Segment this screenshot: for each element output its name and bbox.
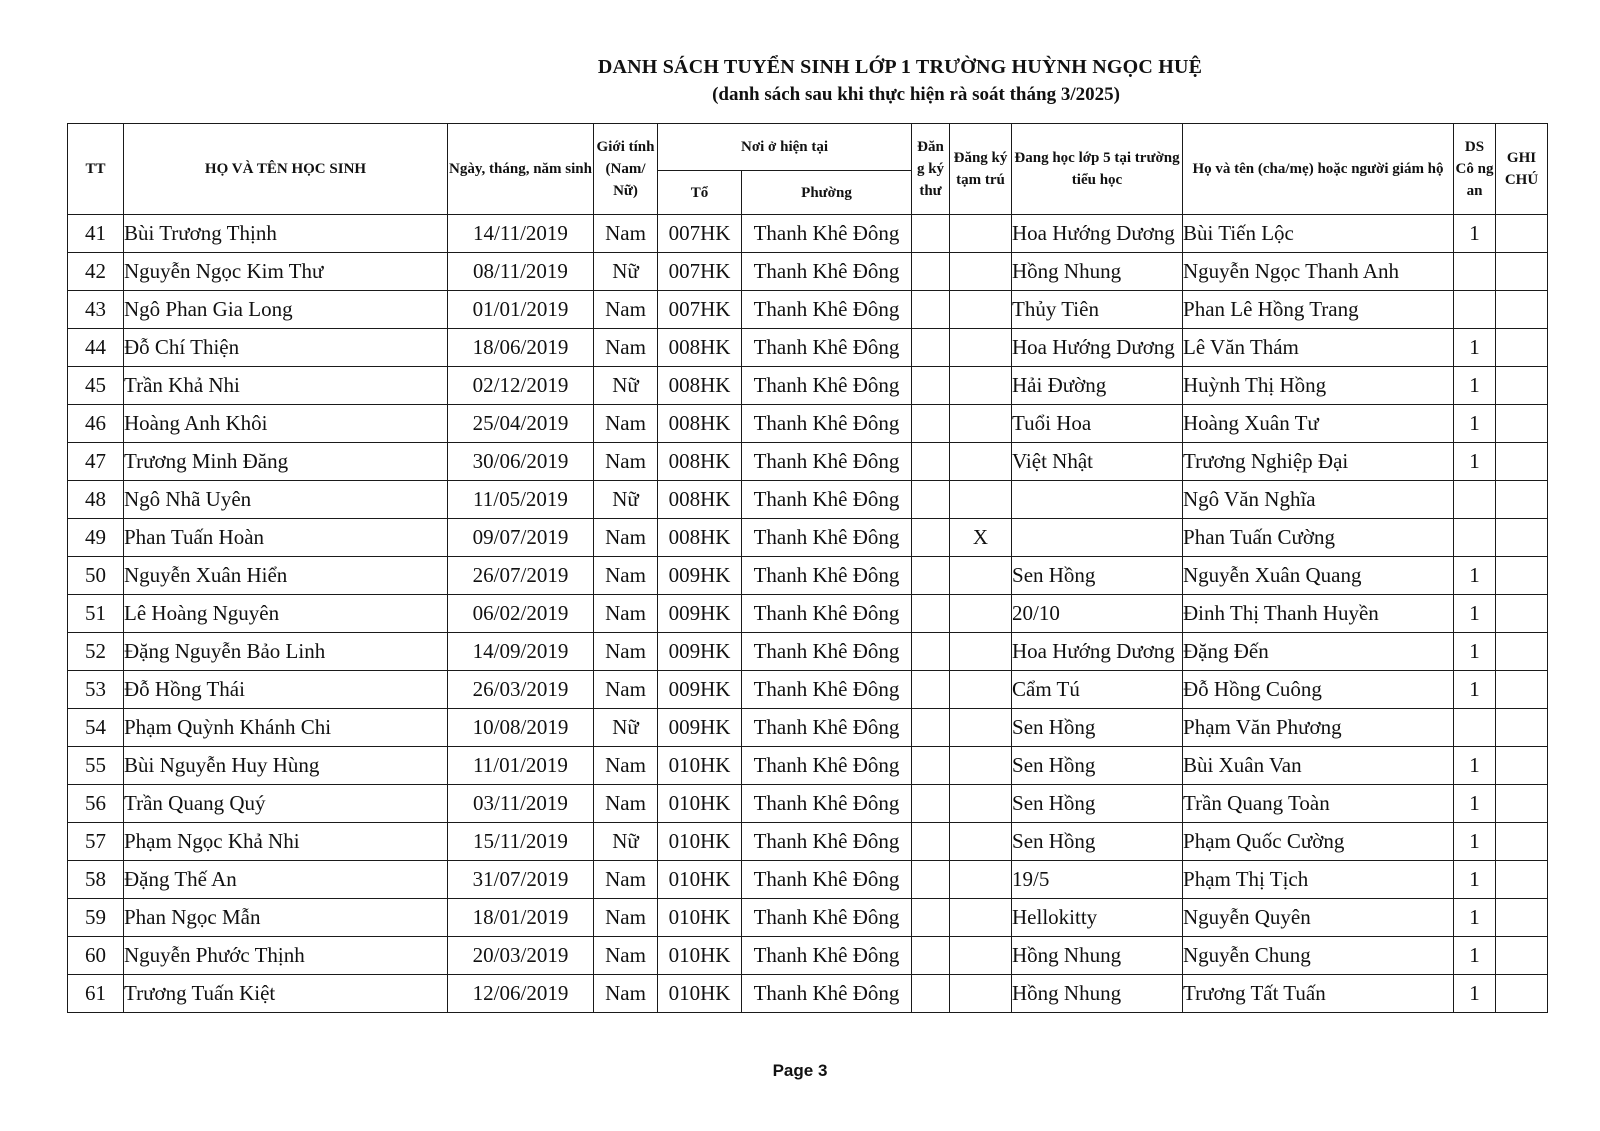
cell-to: 010HK — [658, 823, 742, 861]
cell-ward: Thanh Khê Đông — [742, 633, 912, 671]
cell-to: 009HK — [658, 595, 742, 633]
cell-student-name: Lê Hoàng Nguyên — [124, 595, 448, 633]
cell-tt: 50 — [68, 557, 124, 595]
cell-parent-guardian: Bùi Xuân Van — [1183, 747, 1454, 785]
cell-date-of-birth: 25/04/2019 — [448, 405, 594, 443]
cell-registered-residence — [912, 405, 950, 443]
table-row — [68, 253, 1548, 291]
cell-parent-guardian: Phạm Quốc Cường — [1183, 823, 1454, 861]
cell-date-of-birth: 31/07/2019 — [448, 861, 594, 899]
cell-temporary-residence — [950, 937, 1012, 975]
cell-current-school — [1012, 481, 1183, 519]
cell-to: 009HK — [658, 709, 742, 747]
cell-current-school: Sen Hồng — [1012, 557, 1183, 595]
cell-to: 010HK — [658, 937, 742, 975]
cell-temporary-residence — [950, 329, 1012, 367]
cell-current-school: Hồng Nhung — [1012, 253, 1183, 291]
cell-date-of-birth: 12/06/2019 — [448, 975, 594, 1013]
cell-ward: Thanh Khê Đông — [742, 405, 912, 443]
cell-registered-residence — [912, 443, 950, 481]
cell-parent-guardian: Trương Nghiệp Đại — [1183, 443, 1454, 481]
cell-police-list: 1 — [1454, 633, 1496, 671]
cell-date-of-birth: 02/12/2019 — [448, 367, 594, 405]
cell-registered-residence — [912, 785, 950, 823]
cell-gender: Nam — [594, 975, 658, 1013]
cell-date-of-birth: 01/01/2019 — [448, 291, 594, 329]
cell-ward: Thanh Khê Đông — [742, 519, 912, 557]
cell-temporary-residence — [950, 557, 1012, 595]
cell-gender: Nam — [594, 329, 658, 367]
cell-student-name: Đỗ Chí Thiện — [124, 329, 448, 367]
cell-police-list — [1454, 709, 1496, 747]
cell-police-list — [1454, 481, 1496, 519]
cell-temporary-residence — [950, 709, 1012, 747]
cell-current-school: Hồng Nhung — [1012, 975, 1183, 1013]
cell-ward: Thanh Khê Đông — [742, 861, 912, 899]
cell-temporary-residence — [950, 215, 1012, 253]
cell-note — [1496, 481, 1548, 519]
cell-ward: Thanh Khê Đông — [742, 747, 912, 785]
cell-registered-residence — [912, 519, 950, 557]
table-row — [68, 861, 1548, 899]
table-row — [68, 443, 1548, 481]
cell-to: 009HK — [658, 557, 742, 595]
cell-gender: Nam — [594, 405, 658, 443]
cell-to: 008HK — [658, 329, 742, 367]
cell-registered-residence — [912, 709, 950, 747]
cell-gender: Nam — [594, 443, 658, 481]
cell-student-name: Hoàng Anh Khôi — [124, 405, 448, 443]
cell-student-name: Phạm Ngọc Khả Nhi — [124, 823, 448, 861]
cell-date-of-birth: 14/09/2019 — [448, 633, 594, 671]
header-current-school: Đang học lớp 5 tại trường tiểu học — [1012, 124, 1183, 215]
cell-date-of-birth: 06/02/2019 — [448, 595, 594, 633]
cell-parent-guardian: Hoàng Xuân Tư — [1183, 405, 1454, 443]
table-row — [68, 709, 1548, 747]
cell-note — [1496, 595, 1548, 633]
cell-registered-residence — [912, 671, 950, 709]
cell-ward: Thanh Khê Đông — [742, 367, 912, 405]
cell-to: 010HK — [658, 899, 742, 937]
cell-date-of-birth: 11/05/2019 — [448, 481, 594, 519]
cell-note — [1496, 443, 1548, 481]
cell-temporary-residence — [950, 291, 1012, 329]
cell-current-school — [1012, 519, 1183, 557]
cell-parent-guardian: Đinh Thị Thanh Huyền — [1183, 595, 1454, 633]
cell-gender: Nam — [594, 671, 658, 709]
table-row — [68, 671, 1548, 709]
cell-current-school: Hoa Hướng Dương — [1012, 329, 1183, 367]
cell-ward: Thanh Khê Đông — [742, 975, 912, 1013]
cell-note — [1496, 367, 1548, 405]
cell-tt: 56 — [68, 785, 124, 823]
cell-police-list: 1 — [1454, 861, 1496, 899]
cell-note — [1496, 823, 1548, 861]
cell-to: 008HK — [658, 367, 742, 405]
cell-note — [1496, 557, 1548, 595]
cell-parent-guardian: Phan Tuấn Cường — [1183, 519, 1454, 557]
cell-tt: 43 — [68, 291, 124, 329]
cell-temporary-residence — [950, 443, 1012, 481]
cell-to: 009HK — [658, 671, 742, 709]
cell-police-list: 1 — [1454, 785, 1496, 823]
document-title: DANH SÁCH TUYỂN SINH LỚP 1 TRƯỜNG HUỲNH NGỌC HUỆ — [597, 56, 1203, 78]
cell-gender: Nam — [594, 747, 658, 785]
page-number: Page 3 — [772, 1061, 828, 1080]
cell-to: 010HK — [658, 861, 742, 899]
cell-current-school: Cẩm Tú — [1012, 671, 1183, 709]
cell-gender: Nữ — [594, 709, 658, 747]
cell-note — [1496, 785, 1548, 823]
cell-police-list — [1454, 253, 1496, 291]
cell-student-name: Phan Ngọc Mẫn — [124, 899, 448, 937]
table-row — [68, 595, 1548, 633]
cell-student-name: Ngô Phan Gia Long — [124, 291, 448, 329]
cell-date-of-birth: 09/07/2019 — [448, 519, 594, 557]
cell-student-name: Nguyễn Ngọc Kim Thư — [124, 253, 448, 291]
cell-tt: 59 — [68, 899, 124, 937]
cell-registered-residence — [912, 823, 950, 861]
cell-temporary-residence — [950, 671, 1012, 709]
cell-temporary-residence — [950, 823, 1012, 861]
cell-parent-guardian: Bùi Tiến Lộc — [1183, 215, 1454, 253]
cell-student-name: Đặng Thế An — [124, 861, 448, 899]
cell-registered-residence — [912, 481, 950, 519]
header-tt: TT — [68, 124, 124, 215]
table-row — [68, 747, 1548, 785]
table-header — [68, 124, 1548, 215]
cell-registered-residence — [912, 633, 950, 671]
cell-police-list: 1 — [1454, 367, 1496, 405]
cell-temporary-residence — [950, 595, 1012, 633]
cell-note — [1496, 519, 1548, 557]
cell-note — [1496, 937, 1548, 975]
cell-registered-residence — [912, 291, 950, 329]
cell-parent-guardian: Phan Lê Hồng Trang — [1183, 291, 1454, 329]
table-row — [68, 975, 1548, 1013]
cell-date-of-birth: 20/03/2019 — [448, 937, 594, 975]
cell-registered-residence — [912, 975, 950, 1013]
cell-tt: 61 — [68, 975, 124, 1013]
cell-police-list: 1 — [1454, 823, 1496, 861]
cell-tt: 52 — [68, 633, 124, 671]
table-row — [68, 481, 1548, 519]
cell-registered-residence — [912, 747, 950, 785]
cell-parent-guardian: Nguyễn Quyên — [1183, 899, 1454, 937]
cell-student-name: Trần Quang Quý — [124, 785, 448, 823]
cell-note — [1496, 671, 1548, 709]
cell-tt: 41 — [68, 215, 124, 253]
cell-current-school: 20/10 — [1012, 595, 1183, 633]
cell-date-of-birth: 18/01/2019 — [448, 899, 594, 937]
cell-current-school: Hồng Nhung — [1012, 937, 1183, 975]
table-row — [68, 785, 1548, 823]
cell-gender: Nam — [594, 899, 658, 937]
cell-ward: Thanh Khê Đông — [742, 899, 912, 937]
table-row — [68, 899, 1548, 937]
header-note: GHI CHÚ — [1496, 124, 1548, 215]
cell-gender: Nam — [594, 785, 658, 823]
cell-ward: Thanh Khê Đông — [742, 481, 912, 519]
cell-student-name: Bùi Nguyễn Huy Hùng — [124, 747, 448, 785]
cell-gender: Nữ — [594, 253, 658, 291]
cell-parent-guardian: Phạm Thị Tịch — [1183, 861, 1454, 899]
cell-tt: 55 — [68, 747, 124, 785]
cell-temporary-residence — [950, 253, 1012, 291]
table-row — [68, 291, 1548, 329]
cell-police-list: 1 — [1454, 899, 1496, 937]
cell-current-school: Sen Hồng — [1012, 785, 1183, 823]
cell-gender: Nam — [594, 291, 658, 329]
cell-to: 008HK — [658, 519, 742, 557]
cell-parent-guardian: Huỳnh Thị Hồng — [1183, 367, 1454, 405]
cell-police-list: 1 — [1454, 215, 1496, 253]
cell-student-name: Nguyễn Phước Thịnh — [124, 937, 448, 975]
cell-to: 007HK — [658, 215, 742, 253]
cell-gender: Nam — [594, 215, 658, 253]
cell-ward: Thanh Khê Đông — [742, 291, 912, 329]
cell-parent-guardian: Nguyễn Xuân Quang — [1183, 557, 1454, 595]
cell-parent-guardian: Phạm Văn Phương — [1183, 709, 1454, 747]
cell-date-of-birth: 15/11/2019 — [448, 823, 594, 861]
cell-current-school: 19/5 — [1012, 861, 1183, 899]
cell-tt: 42 — [68, 253, 124, 291]
cell-note — [1496, 329, 1548, 367]
cell-ward: Thanh Khê Đông — [742, 443, 912, 481]
cell-tt: 45 — [68, 367, 124, 405]
cell-note — [1496, 405, 1548, 443]
cell-current-school: Hoa Hướng Dương — [1012, 215, 1183, 253]
table-row — [68, 557, 1548, 595]
table-row — [68, 367, 1548, 405]
cell-temporary-residence — [950, 975, 1012, 1013]
cell-date-of-birth: 14/11/2019 — [448, 215, 594, 253]
header-gender: Giới tính (Nam/ Nữ) — [594, 124, 658, 215]
cell-ward: Thanh Khê Đông — [742, 329, 912, 367]
cell-date-of-birth: 03/11/2019 — [448, 785, 594, 823]
cell-to: 010HK — [658, 747, 742, 785]
cell-current-school: Hải Đường — [1012, 367, 1183, 405]
cell-gender: Nữ — [594, 481, 658, 519]
header-ward: Phường — [742, 171, 912, 215]
cell-temporary-residence — [950, 861, 1012, 899]
cell-police-list: 1 — [1454, 329, 1496, 367]
cell-student-name: Đỗ Hồng Thái — [124, 671, 448, 709]
cell-student-name: Trần Khả Nhi — [124, 367, 448, 405]
cell-temporary-residence — [950, 633, 1012, 671]
cell-parent-guardian: Trương Tất Tuấn — [1183, 975, 1454, 1013]
cell-police-list: 1 — [1454, 937, 1496, 975]
cell-to: 010HK — [658, 785, 742, 823]
table-body — [68, 215, 1548, 1013]
cell-current-school: Tuổi Hoa — [1012, 405, 1183, 443]
cell-tt: 47 — [68, 443, 124, 481]
cell-tt: 51 — [68, 595, 124, 633]
cell-to: 010HK — [658, 975, 742, 1013]
cell-temporary-residence — [950, 747, 1012, 785]
cell-tt: 49 — [68, 519, 124, 557]
cell-student-name: Ngô Nhã Uyên — [124, 481, 448, 519]
cell-date-of-birth: 18/06/2019 — [448, 329, 594, 367]
cell-to: 007HK — [658, 291, 742, 329]
cell-police-list: 1 — [1454, 595, 1496, 633]
cell-date-of-birth: 26/03/2019 — [448, 671, 594, 709]
cell-parent-guardian: Nguyễn Chung — [1183, 937, 1454, 975]
cell-tt: 48 — [68, 481, 124, 519]
table-row — [68, 329, 1548, 367]
cell-tt: 53 — [68, 671, 124, 709]
cell-date-of-birth: 26/07/2019 — [448, 557, 594, 595]
cell-current-school: Sen Hồng — [1012, 709, 1183, 747]
cell-ward: Thanh Khê Đông — [742, 215, 912, 253]
cell-date-of-birth: 10/08/2019 — [448, 709, 594, 747]
cell-note — [1496, 633, 1548, 671]
cell-parent-guardian: Lê Văn Thám — [1183, 329, 1454, 367]
cell-registered-residence — [912, 367, 950, 405]
cell-note — [1496, 899, 1548, 937]
cell-tt: 46 — [68, 405, 124, 443]
cell-current-school: Sen Hồng — [1012, 747, 1183, 785]
cell-student-name: Phạm Quỳnh Khánh Chi — [124, 709, 448, 747]
cell-registered-residence — [912, 215, 950, 253]
cell-student-name: Đặng Nguyễn Bảo Linh — [124, 633, 448, 671]
header-registered-residence: Đăn g ký thư — [912, 124, 950, 215]
cell-parent-guardian: Ngô Văn Nghĩa — [1183, 481, 1454, 519]
cell-temporary-residence — [950, 899, 1012, 937]
header-date-of-birth: Ngày, tháng, năm sinh — [448, 124, 594, 215]
header-parent-guardian: Họ và tên (cha/mẹ) hoặc người giám hộ — [1183, 124, 1454, 215]
cell-temporary-residence: X — [950, 519, 1012, 557]
cell-ward: Thanh Khê Đông — [742, 937, 912, 975]
cell-ward: Thanh Khê Đông — [742, 709, 912, 747]
table-row — [68, 633, 1548, 671]
cell-registered-residence — [912, 329, 950, 367]
cell-student-name: Bùi Trương Thịnh — [124, 215, 448, 253]
cell-police-list: 1 — [1454, 975, 1496, 1013]
cell-date-of-birth: 11/01/2019 — [448, 747, 594, 785]
cell-registered-residence — [912, 861, 950, 899]
cell-registered-residence — [912, 253, 950, 291]
cell-ward: Thanh Khê Đông — [742, 557, 912, 595]
cell-note — [1496, 291, 1548, 329]
cell-student-name: Phan Tuấn Hoàn — [124, 519, 448, 557]
header-current-residence: Nơi ở hiện tại — [658, 124, 912, 171]
cell-police-list: 1 — [1454, 557, 1496, 595]
enrollment-table — [67, 123, 1548, 1013]
table-row — [68, 519, 1548, 557]
cell-to: 008HK — [658, 481, 742, 519]
cell-temporary-residence — [950, 367, 1012, 405]
cell-registered-residence — [912, 937, 950, 975]
header-temporary-residence: Đăng ký tạm trú — [950, 124, 1012, 215]
header-police-list: DS Cô ng an — [1454, 124, 1496, 215]
cell-gender: Nam — [594, 519, 658, 557]
cell-police-list — [1454, 519, 1496, 557]
cell-date-of-birth: 08/11/2019 — [448, 253, 594, 291]
cell-police-list: 1 — [1454, 443, 1496, 481]
cell-note — [1496, 709, 1548, 747]
cell-to: 007HK — [658, 253, 742, 291]
cell-ward: Thanh Khê Đông — [742, 671, 912, 709]
cell-temporary-residence — [950, 785, 1012, 823]
cell-temporary-residence — [950, 481, 1012, 519]
cell-to: 009HK — [658, 633, 742, 671]
cell-registered-residence — [912, 899, 950, 937]
cell-ward: Thanh Khê Đông — [742, 253, 912, 291]
cell-gender: Nữ — [594, 823, 658, 861]
cell-note — [1496, 747, 1548, 785]
table-row — [68, 215, 1548, 253]
cell-police-list — [1454, 291, 1496, 329]
cell-current-school: Việt Nhật — [1012, 443, 1183, 481]
cell-student-name: Trương Tuấn Kiệt — [124, 975, 448, 1013]
header-to: Tổ — [658, 171, 742, 215]
cell-gender: Nữ — [594, 367, 658, 405]
cell-parent-guardian: Nguyễn Ngọc Thanh Anh — [1183, 253, 1454, 291]
cell-to: 008HK — [658, 405, 742, 443]
cell-tt: 57 — [68, 823, 124, 861]
header-student-name: HỌ VÀ TÊN HỌC SINH — [124, 124, 448, 215]
cell-tt: 60 — [68, 937, 124, 975]
cell-tt: 44 — [68, 329, 124, 367]
cell-current-school: Hoa Hướng Dương — [1012, 633, 1183, 671]
cell-ward: Thanh Khê Đông — [742, 595, 912, 633]
cell-parent-guardian: Đặng Đến — [1183, 633, 1454, 671]
cell-current-school: Thủy Tiên — [1012, 291, 1183, 329]
cell-note — [1496, 253, 1548, 291]
cell-ward: Thanh Khê Đông — [742, 785, 912, 823]
cell-gender: Nam — [594, 633, 658, 671]
cell-parent-guardian: Trần Quang Toàn — [1183, 785, 1454, 823]
cell-police-list: 1 — [1454, 747, 1496, 785]
table-row — [68, 405, 1548, 443]
cell-to: 008HK — [658, 443, 742, 481]
cell-student-name: Nguyễn Xuân Hiển — [124, 557, 448, 595]
cell-parent-guardian: Đỗ Hồng Cuông — [1183, 671, 1454, 709]
cell-tt: 54 — [68, 709, 124, 747]
cell-student-name: Trương Minh Đăng — [124, 443, 448, 481]
cell-gender: Nam — [594, 861, 658, 899]
table-row — [68, 823, 1548, 861]
cell-registered-residence — [912, 557, 950, 595]
cell-gender: Nam — [594, 557, 658, 595]
cell-gender: Nam — [594, 937, 658, 975]
cell-registered-residence — [912, 595, 950, 633]
cell-current-school: Sen Hồng — [1012, 823, 1183, 861]
cell-tt: 58 — [68, 861, 124, 899]
cell-police-list: 1 — [1454, 405, 1496, 443]
cell-temporary-residence — [950, 405, 1012, 443]
cell-note — [1496, 861, 1548, 899]
cell-note — [1496, 975, 1548, 1013]
cell-current-school: Hellokitty — [1012, 899, 1183, 937]
table-row — [68, 937, 1548, 975]
cell-police-list: 1 — [1454, 671, 1496, 709]
document-subtitle: (danh sách sau khi thực hiện rà soát tháng 3/2025) — [712, 84, 1120, 105]
cell-note — [1496, 215, 1548, 253]
cell-date-of-birth: 30/06/2019 — [448, 443, 594, 481]
cell-ward: Thanh Khê Đông — [742, 823, 912, 861]
cell-gender: Nam — [594, 595, 658, 633]
